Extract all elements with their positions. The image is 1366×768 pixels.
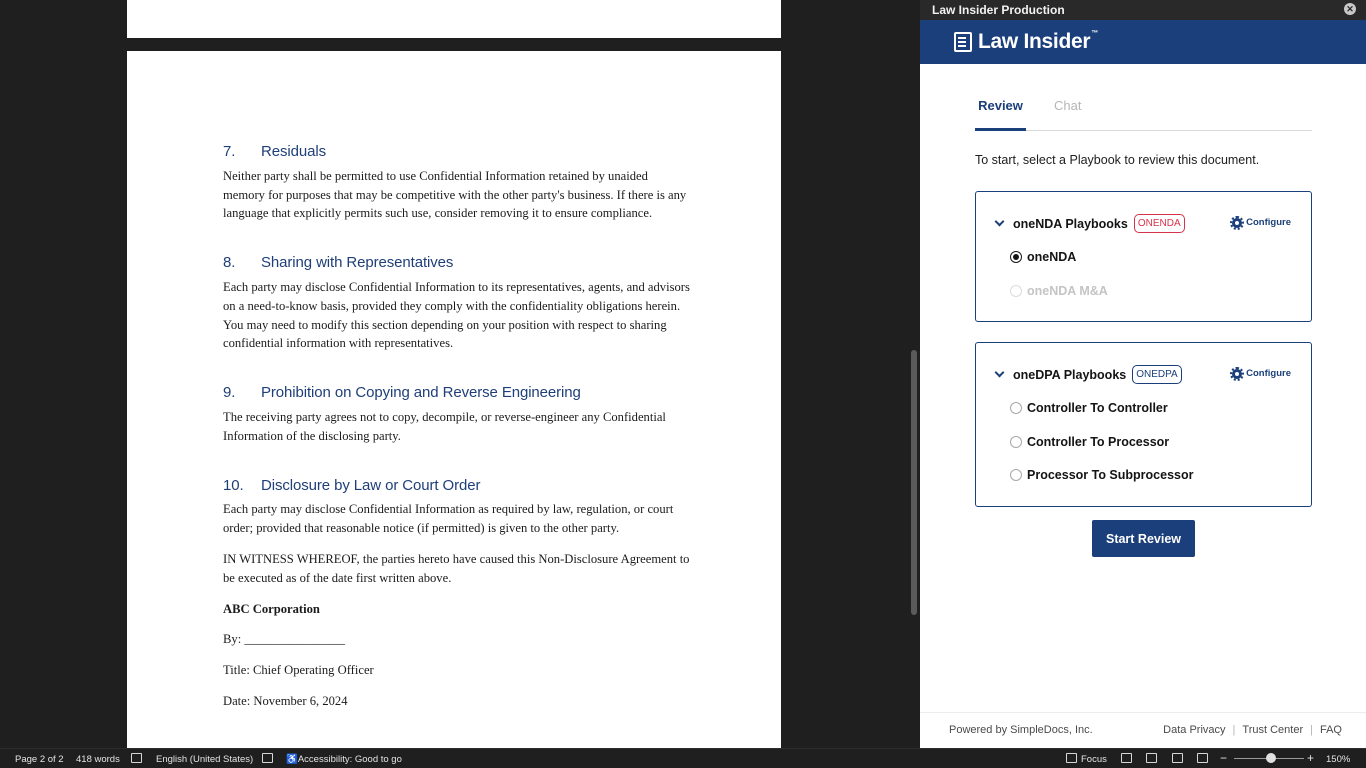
section-body: Neither party shall be permitted to use Confidential Information retained by unaided memory for purposes that may be competitive with the other party's business. If there is any language that explicitly permits such use, consider removing it to ensure compliance. [223, 168, 687, 221]
company-name: ABC Corporation [223, 601, 320, 616]
accessibility-label: Accessibility: Good to go [297, 754, 402, 765]
onedpa-playbooks-card [975, 342, 1312, 507]
chevron-down-icon[interactable] [995, 217, 1005, 227]
powered-by-text: Powered by SimpleDocs, Inc. [949, 724, 1093, 736]
radio-controller-to-controller[interactable] [1010, 402, 1022, 414]
section-title: Sharing with Representatives [261, 254, 454, 272]
section-body: Each party may disclose Confidential Information as required by law, regulation, or court order; provided that reasonable notice (if permitted) is given to the other party. [223, 502, 674, 536]
section-number: 9. [223, 384, 236, 402]
section-heading [223, 477, 693, 496]
radio-onenda-ma [1010, 285, 1022, 297]
focus-icon[interactable] [1066, 753, 1077, 763]
section-number: 8. [223, 254, 236, 272]
onenda-badge: ONENDA [1134, 214, 1185, 233]
onenda-configure-button[interactable] [1232, 217, 1291, 228]
radio-onenda[interactable] [1010, 251, 1022, 263]
status-bar [0, 748, 1366, 768]
section-title: Disclosure by Law or Court Order [261, 476, 481, 494]
section-body: Each party may disclose Confidential Information to its representatives, agents, and advisors on a need-to-know basis, provided they comply with the confidentiality obligations herein. You may need to modify this section depending on your position with respect to sharing confidential information with representatives. [223, 279, 690, 351]
faq-link[interactable]: FAQ [1319, 724, 1342, 736]
zoom-out-button[interactable]: − [1220, 751, 1228, 765]
onenda-card-header[interactable] [996, 214, 1185, 233]
onenda-card-title: oneNDA Playbooks [1013, 216, 1128, 231]
panel-tabs [975, 96, 1312, 131]
section-number: 7. [223, 143, 236, 160]
section-prohibition [223, 384, 693, 445]
brand-header [920, 20, 1366, 64]
onedpa-card-header[interactable] [996, 365, 1182, 384]
footer-separator: | [1310, 724, 1313, 736]
chevron-down-icon[interactable] [995, 368, 1005, 378]
onedpa-configure-button[interactable] [1232, 368, 1291, 379]
section-title: Prohibition on Copying and Reverse Engineering [261, 384, 581, 402]
configure-label: Configure [1246, 368, 1291, 379]
option-label: Processor To Subprocessor [1027, 468, 1194, 482]
accessibility-icon: ♿ [286, 754, 298, 765]
section-heading [223, 384, 693, 403]
brand-name-text: Law Insider [978, 30, 1091, 53]
footer-links [1163, 724, 1342, 736]
trust-center-link[interactable]: Trust Center [1242, 724, 1304, 736]
print-layout-icon[interactable] [1146, 753, 1157, 763]
option-onenda[interactable] [1010, 250, 1076, 264]
document-body[interactable] [223, 143, 693, 723]
start-review-button[interactable]: Start Review [1092, 520, 1195, 557]
section-sharing [223, 254, 693, 353]
page-indicator[interactable]: Page 2 of 2 [15, 754, 64, 765]
option-label: oneNDA [1027, 250, 1077, 264]
option-label: Controller To Processor [1027, 435, 1170, 449]
witness-paragraph: IN WITNESS WHEREOF, the parties hereto have caused this Non-Disclosure Agreement to be executed as of the date first written above. [223, 551, 690, 585]
onenda-playbooks-card [975, 191, 1312, 322]
focus-button[interactable]: Focus [1081, 754, 1107, 765]
document-page-1 [127, 0, 781, 38]
brand-trademark: ™ [1091, 30, 1098, 37]
onedpa-card-title: oneDPA Playbooks [1013, 367, 1127, 382]
gear-icon [1232, 369, 1242, 379]
accessibility-status[interactable] [286, 754, 402, 765]
word-count[interactable]: 418 words [76, 754, 120, 765]
tab-chat[interactable]: Chat [1054, 98, 1082, 113]
radio-processor-to-subprocessor[interactable] [1010, 469, 1022, 481]
section-disclosure [223, 477, 693, 538]
language-indicator[interactable]: English (United States) [156, 754, 254, 765]
option-processor-to-subprocessor[interactable] [1010, 468, 1194, 482]
zoom-in-button[interactable]: + [1307, 751, 1315, 765]
section-residuals [223, 143, 693, 223]
panel-titlebar [920, 0, 1366, 20]
signatory-title: Title: Chief Operating Officer [223, 663, 374, 678]
signature-line: By: ________________ [223, 632, 346, 647]
law-insider-panel [920, 0, 1366, 748]
text-predictions-icon[interactable] [262, 753, 273, 763]
vertical-layout-icon[interactable] [1197, 753, 1208, 763]
zoom-slider-thumb[interactable] [1266, 753, 1276, 763]
configure-label: Configure [1246, 217, 1291, 228]
zoom-level[interactable]: 150% [1326, 754, 1351, 765]
option-controller-to-processor[interactable] [1010, 435, 1169, 449]
section-heading [223, 143, 693, 162]
radio-controller-to-processor[interactable] [1010, 436, 1022, 448]
data-privacy-link[interactable]: Data Privacy [1163, 724, 1226, 736]
brand-name [978, 30, 1098, 54]
proofing-icon[interactable] [131, 753, 142, 763]
option-controller-to-controller[interactable] [1010, 401, 1168, 415]
footer-separator: | [1232, 724, 1236, 736]
section-number: 10. [223, 476, 244, 494]
law-insider-logo-icon [954, 32, 972, 52]
web-layout-icon[interactable] [1172, 753, 1183, 763]
signature-date: Date: November 6, 2024 [223, 693, 348, 708]
option-label: oneNDA M&A [1027, 284, 1108, 298]
gear-icon [1232, 218, 1242, 228]
onedpa-badge: ONEDPA [1132, 365, 1182, 384]
document-page-2[interactable] [127, 51, 781, 748]
section-heading [223, 254, 693, 273]
option-onenda-ma [1010, 284, 1108, 298]
section-title: Residuals [261, 143, 326, 160]
panel-footer [920, 712, 1366, 748]
tab-review[interactable]: Review [975, 96, 1026, 131]
section-body: The receiving party agrees not to copy, decompile, or reverse-engineer any Confidential Information of the disclosing party. [223, 409, 666, 443]
intro-text: To start, select a Playbook to review this document. [975, 153, 1260, 167]
document-scrollbar[interactable] [911, 350, 917, 615]
read-mode-icon[interactable] [1121, 753, 1132, 763]
option-label: Controller To Controller [1027, 401, 1168, 415]
close-icon[interactable]: ✕ [1344, 3, 1356, 15]
panel-window-title: Law Insider Production [932, 3, 1065, 17]
